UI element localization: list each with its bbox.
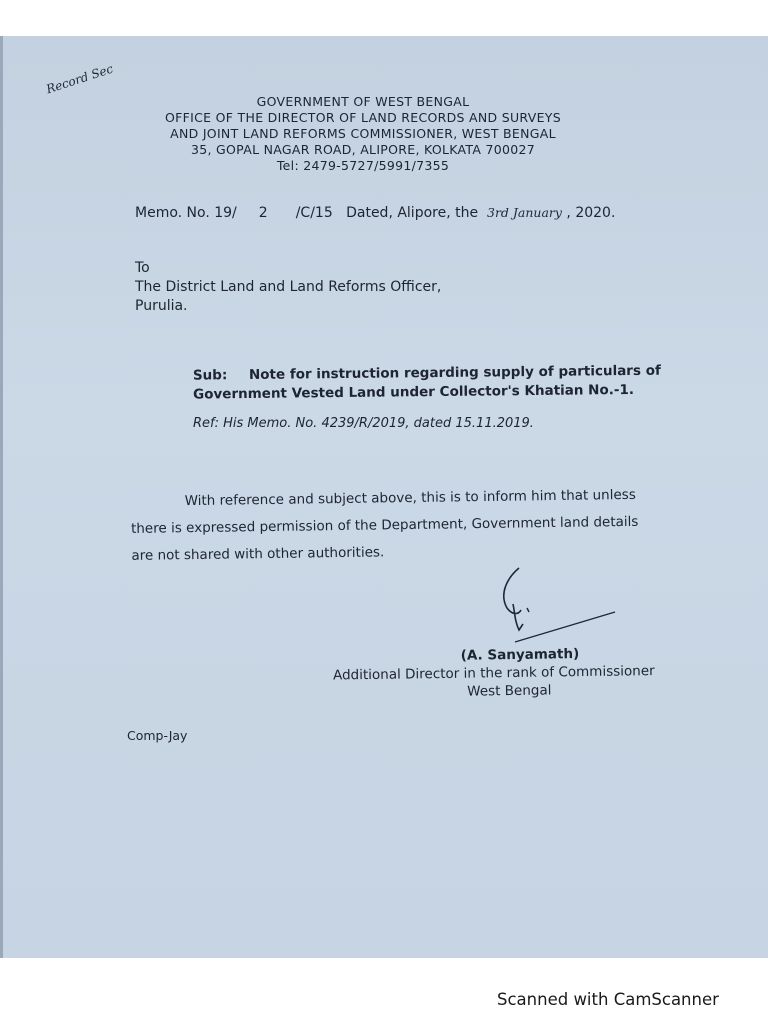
body-line-3: are not shared with other authorities. bbox=[131, 544, 385, 564]
signature-block bbox=[333, 643, 694, 702]
letterhead-office: OFFICE OF THE DIRECTOR OF LAND RECORDS AND SURVEYS bbox=[165, 110, 561, 125]
letterhead-government: GOVERNMENT OF WEST BENGAL bbox=[256, 94, 470, 109]
memo-suffix: /C/15 bbox=[295, 205, 333, 221]
recipient-to: To bbox=[135, 260, 150, 276]
reference-line: Ref: His Memo. No. 4239/R/2019, dated 15.11.2019. bbox=[193, 416, 534, 431]
subject-line-1: Note for instruction regarding supply of particulars of bbox=[248, 362, 661, 383]
signatory-designation: Additional Director in the rank of Commissioner bbox=[332, 663, 655, 684]
body-line-2: there is expressed permission of the Department, Government land details bbox=[130, 513, 639, 537]
handwritten-annotation: Record Sec bbox=[44, 61, 115, 97]
letterhead-address: 35, GOPAL NAGAR ROAD, ALIPORE, KOLKATA 700027 bbox=[191, 142, 535, 157]
subject-block bbox=[193, 361, 683, 404]
signatory-location: West Bengal bbox=[467, 682, 552, 700]
memo-line bbox=[135, 205, 615, 221]
memo-prefix: Memo. No. 19/ bbox=[135, 205, 237, 221]
signatory-name: (A. Sanyamath) bbox=[460, 646, 580, 664]
letterhead-commissioner: AND JOINT LAND REFORMS COMMISSIONER, WEST BENGAL bbox=[170, 126, 556, 141]
body-line-1: With reference and subject above, this is to inform him that unless bbox=[184, 486, 636, 510]
camscanner-watermark: Scanned with CamScanner bbox=[497, 990, 719, 1009]
recipient-block bbox=[135, 259, 441, 316]
subject-line-2: Government Vested Land under Collector's Khatian No.-1. bbox=[193, 381, 635, 403]
letterhead bbox=[153, 94, 573, 174]
scanned-page bbox=[0, 36, 768, 958]
recipient-officer: The District Land and Land Reforms Officer, bbox=[135, 279, 442, 295]
memo-number: 2 bbox=[258, 205, 268, 221]
letterhead-phone: Tel: 2479-5727/5991/7355 bbox=[276, 158, 450, 173]
letter-body bbox=[130, 481, 691, 570]
memo-year: , 2020. bbox=[566, 205, 616, 221]
memo-dated: Dated, Alipore, the bbox=[346, 205, 479, 221]
subject-label: Sub: bbox=[192, 367, 228, 384]
comp-note: Comp-Jay bbox=[127, 728, 188, 743]
handwritten-signature bbox=[493, 564, 633, 644]
recipient-district: Purulia. bbox=[135, 298, 188, 314]
memo-date-handwritten: 3rd January bbox=[487, 205, 562, 220]
